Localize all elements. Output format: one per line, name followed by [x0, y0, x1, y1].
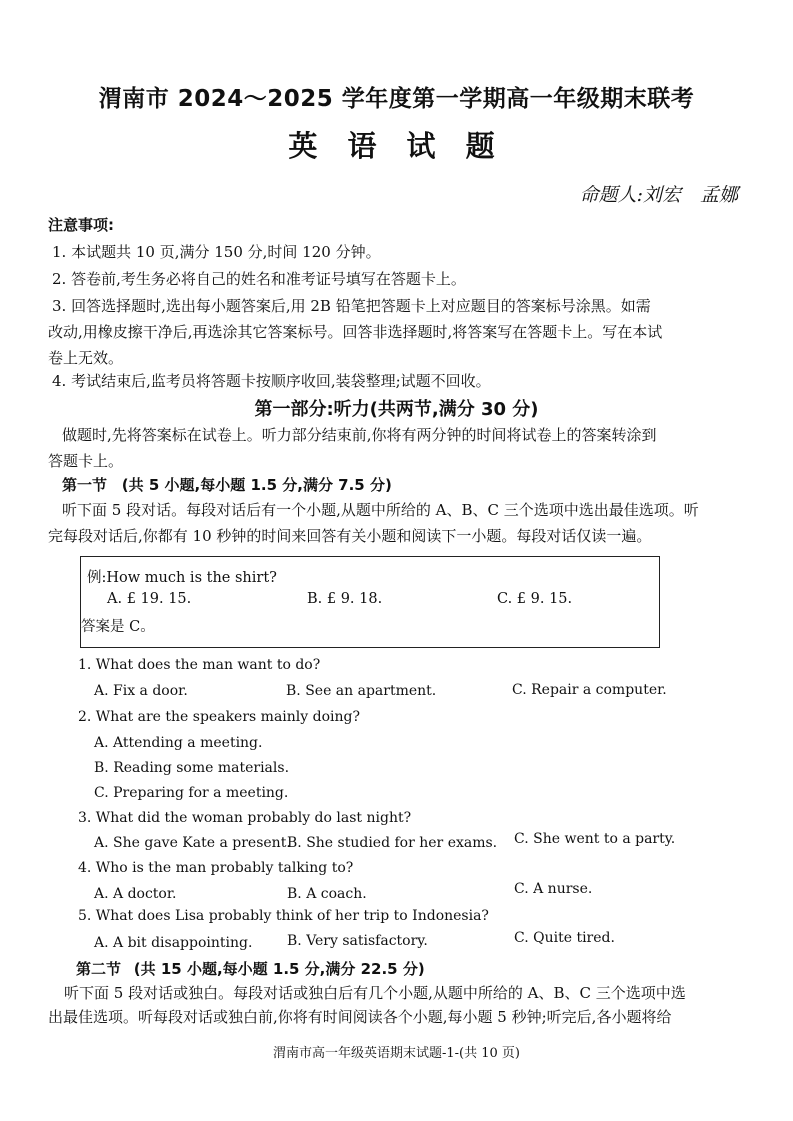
question-5-option-c: C. Quite tired. [514, 930, 615, 946]
part1-intro: 做题时,先将答案标在试卷上。听力部分结束前,你将有两分钟的时间将试卷上的答案转涂到 [62, 426, 657, 444]
question-3-option-b: B. She studied for her exams. [287, 835, 498, 851]
question-1-option-b: B. See an apartment. [286, 683, 437, 699]
question-1-option-a: A. Fix a door. [94, 683, 188, 699]
example-answer: 答案是 C。 [81, 619, 155, 635]
notice-heading: 注意事项: [48, 216, 114, 234]
section2-label: 第二节 [76, 960, 122, 978]
question-5-option-a: A. A bit disappointing. [94, 935, 253, 951]
question-4: 4. Who is the man probably talking to? [78, 860, 354, 876]
example-option-c: C. £ 9. 15. [497, 591, 573, 607]
question-2-option-c: C. Preparing for a meeting. [94, 785, 289, 801]
notice-item: 1. 本试题共 10 页,满分 150 分,时间 120 分钟。 [52, 243, 381, 261]
notice-item: 卷上无效。 [48, 349, 124, 367]
section2-instructions: 听下面 5 段对话或独白。每段对话或独白后有几个小题,从题中所给的 A、B、C 三个选项中选 [64, 984, 686, 1002]
author-line: 命题人:刘宏 孟娜 [579, 184, 738, 206]
section2-heading [76, 958, 425, 979]
notice-item: 3. 回答选择题时,选出每小题答案后,用 2B 铅笔把答题卡上对应题目的答案标号涂黑。如需 [52, 297, 651, 315]
section2-info: (共 15 小题,每小题 1.5 分,满分 22.5 分) [133, 960, 425, 978]
part1-heading: 第一部分:听力(共两节,满分 30 分) [254, 399, 539, 420]
section2-instructions: 出最佳选项。听每段对话或独白前,你将有时间阅读各个小题,每小题 5 秒钟;听完后,各小题将给 [48, 1008, 672, 1026]
part1-intro: 答题卡上。 [48, 452, 124, 470]
section1-info: (共 5 小题,每小题 1.5 分,满分 7.5 分) [121, 476, 392, 494]
section1-label: 第一节 [62, 476, 108, 494]
question-4-option-c: C. A nurse. [514, 881, 593, 897]
subject-title: 英 语 试 题 [288, 129, 505, 163]
section1-instructions: 完每段对话后,你都有 10 秒钟的时间来回答有关小题和阅读下一小题。每段对话仅读一遍。 [48, 527, 652, 545]
question-4-option-a: A. A doctor. [94, 886, 177, 902]
question-1-option-c: C. Repair a computer. [512, 682, 667, 698]
question-2-option-b: B. Reading some materials. [94, 760, 290, 776]
question-5: 5. What does Lisa probably think of her trip to Indonesia? [78, 908, 489, 924]
section1-instructions: 听下面 5 段对话。每段对话后有一个小题,从题中所给的 A、B、C 三个选项中选出最佳选项。听 [62, 501, 699, 519]
notice-item: 改动,用橡皮擦干净后,再选涂其它答案标号。回答非选择题时,将答案写在答题卡上。写在本试 [48, 323, 663, 341]
example-box [80, 556, 660, 648]
question-2-option-a: A. Attending a meeting. [94, 735, 263, 751]
section1-heading [62, 474, 392, 495]
example-option-b: B. £ 9. 18. [307, 591, 383, 607]
page-footer: 渭南市高一年级英语期末试题-1-(共 10 页) [272, 1046, 520, 1061]
notice-item: 4. 考试结束后,监考员将答题卡按顺序收回,装袋整理;试题不回收。 [52, 372, 491, 390]
question-1: 1. What does the man want to do? [78, 657, 321, 673]
question-2: 2. What are the speakers mainly doing? [78, 709, 360, 725]
example-question: 例:How much is the shirt? [87, 570, 277, 586]
example-option-a: A. £ 19. 15. [107, 591, 192, 607]
exam-title: 渭南市 2024～2025 学年度第一学期高一年级期末联考 [98, 86, 695, 112]
question-3-option-c: C. She went to a party. [514, 831, 676, 847]
question-4-option-b: B. A coach. [287, 886, 367, 902]
question-3: 3. What did the woman probably do last night? [78, 810, 412, 826]
notice-item: 2. 答卷前,考生务必将自己的姓名和准考证号填写在答题卡上。 [52, 270, 466, 288]
question-5-option-b: B. Very satisfactory. [287, 933, 428, 949]
question-3-option-a: A. She gave Kate a present. [94, 835, 291, 851]
